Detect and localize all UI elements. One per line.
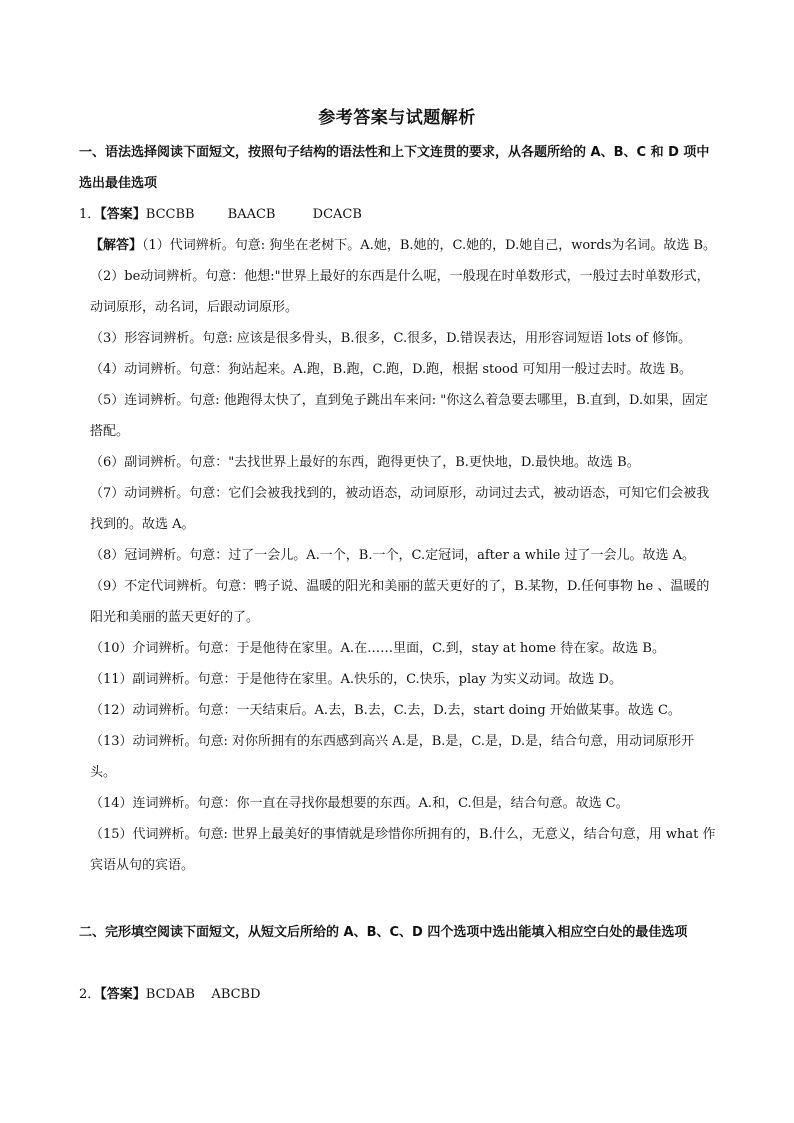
- analysis-item-9: （9）不定代词辨析。句意：鸭子说、温暖的阳光和美丽的蓝天更好的了，B.某物，D.任何事物 he 、温暖的阳光和美丽的蓝天更好的了。: [90, 579, 710, 625]
- answer-1-number: 1．: [79, 207, 101, 222]
- analysis-item-12: （12）动词辨析。句意：一天结束后。A.去，B.去，C.去，D.去，start doing 开始做某事。故选 C。: [90, 703, 681, 718]
- analysis-item-8: （8）冠词辨析。句意：过了一会儿。A.一个，B.一个，C.定冠词，after a while 过了一会儿。故选 A。: [90, 548, 695, 563]
- analysis-tag: 【解答】: [90, 238, 143, 253]
- answer-1-text: BCCBB BAACB DCACB: [145, 207, 362, 222]
- analysis-item-10: （10）介词辨析。句意：于是他待在家里。A.在……里面，C.到，stay at home 待在家。故选 B。: [90, 641, 665, 656]
- analysis-item-4: （4）动词辨析。句意：狗站起来。A.跑，B.跑，C.跑，D.跑，根据 stood 可知用一般过去时。故选 B。: [90, 362, 693, 377]
- analysis-block: [90, 230, 720, 881]
- analysis-item-11: （11）副词辨析。句意：于是他待在家里。A.快乐的，C.快乐，play 为实义动词。故选 D。: [90, 672, 622, 687]
- analysis-item-1: 【解答】（1）代词辨析。句意: 狗坐在老树下。A.她，B.她的，C.她的，D.她自己，words为名词。故选 B。: [90, 238, 717, 253]
- analysis-item-3: （3）形容词辨析。句意: 应该是很多骨头，B.很多，C.很多，D.错误表达，用形容词短语 lots of 修饰。: [90, 331, 692, 346]
- answer-2-tag: 【答案】: [100, 987, 146, 1002]
- section-2-heading: 二、完形填空阅读下面短文，从短文后所给的 A、B、C、D 四个选项中选出能填入相应空白处的最佳选项: [79, 925, 688, 940]
- analysis-item-13: （13）动词辨析。句意: 对你所拥有的东西感到高兴 A.是，B.是，C.是，D.是，结合句意，用动词原形开头。: [90, 734, 695, 780]
- analysis-item-14: （14）连词辨析。句意：你一直在寻找你最想要的东西。A.和，C.但是，结合句意。故选 C。: [90, 796, 629, 811]
- answer-1-tag: 【答案】: [100, 207, 146, 222]
- analysis-item-6: （6）副词辨析。句意："去找世界上最好的东西，跑得更快了，B.更快地，D.最快地。故选 B。: [90, 455, 640, 470]
- answer-2-line: [79, 985, 719, 1005]
- analysis-item-15: （15）代词辨析。句意: 世界上最美好的事情就是珍惜你所拥有的，B.什么，无意义，结合句意，用 what 作宾语从句的宾语。: [90, 827, 716, 873]
- answer-1-line: [79, 205, 719, 225]
- page-title: 参考答案与试题解析: [318, 108, 476, 128]
- analysis-item-5: （5）连词辨析。句意: 他跑得太快了，直到兔子跳出车来问: "你这么着急要去哪里，B.直到，D.如果，固定搭配。: [90, 393, 709, 439]
- analysis-item-2: （2）be动词辨析。句意：他想:"世界上最好的东西是什么呢，一般现在时单数形式，一般过去时单数形式，动词原形，动名词，后跟动词原形。: [90, 269, 710, 315]
- answer-2-text: BCDAB ABCBD: [145, 987, 261, 1002]
- analysis-item-7: （7）动词辨析。句意：它们会被我找到的，被动语态，动词原形，动词过去式，被动语态，可知它们会被我找到的。故选 A。: [90, 486, 710, 532]
- answer-2-number: 2．: [79, 987, 101, 1002]
- section-1-heading: 一、语法选择阅读下面短文，按照句子结构的语法性和上下文连贯的要求，从各题所给的 A、B、C 和 D 项中选出最佳选项: [79, 145, 710, 191]
